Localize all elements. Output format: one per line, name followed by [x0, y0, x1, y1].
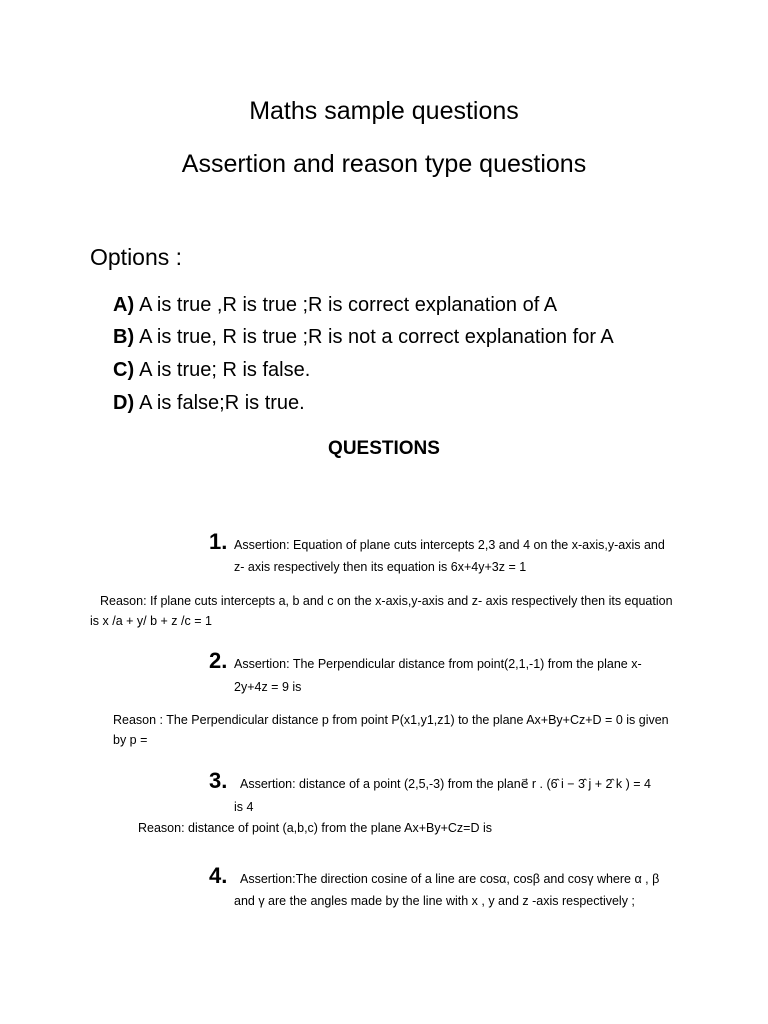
question-assertion-cont: and γ are the angles made by the line with x , y and z -axis respectively ;	[234, 894, 635, 908]
question-assertion-cont: 2y+4z = 9 is	[234, 680, 302, 694]
question-reason: Reason : The Perpendicular distance p from point P(x1,y1,z1) to the plane Ax+By+Cz+D = 0 is given	[113, 713, 669, 727]
option-text: A is true, R is true ;R is not a correct explanation for A	[139, 326, 614, 348]
option-d	[113, 390, 305, 416]
question-number: 3.	[209, 768, 228, 793]
option-letter: D)	[113, 392, 135, 414]
option-letter: A)	[113, 294, 135, 316]
option-letter: B)	[113, 326, 135, 348]
question-reason-cont: is x /a + y/ b + z /c = 1	[90, 614, 212, 628]
questions-heading: QUESTIONS	[328, 438, 440, 459]
option-letter: C)	[113, 359, 135, 381]
question-assertion: Assertion: Equation of plane cuts intercepts 2,3 and 4 on the x-axis,y-axis and	[234, 538, 665, 552]
option-text: A is true; R is false.	[139, 359, 311, 381]
question-reason: Reason: distance of point (a,b,c) from the plane Ax+By+Cz=D is	[138, 821, 493, 835]
options-heading: Options :	[90, 244, 183, 270]
option-text: A is false;R is true.	[139, 392, 305, 414]
page-title: Maths sample questions	[249, 97, 519, 125]
question-number: 4.	[209, 863, 228, 888]
option-c	[113, 357, 310, 383]
question-assertion: Assertion: The Perpendicular distance from point(2,1,-1) from the plane x-	[234, 657, 642, 671]
question-number: 1.	[209, 529, 228, 554]
question-assertion-cont: is 4	[234, 800, 254, 814]
option-text: A is true ,R is true ;R is correct explanation of A	[139, 294, 558, 316]
option-b	[113, 324, 614, 350]
question-assertion: Assertion: distance of a point (2,5,-3) from the plane⃗ r . (6̂ i − 3̂ j + 2̂ k ) = 4	[240, 777, 652, 791]
page-subtitle: Assertion and reason type questions	[181, 150, 587, 178]
question-reason: Reason: If plane cuts intercepts a, b and c on the x-axis,y-axis and z- axis respectively then its equation	[100, 594, 673, 608]
option-a	[113, 292, 557, 318]
question-number: 2.	[209, 648, 228, 673]
question-assertion-cont: z- axis respectively then its equation is 6x+4y+3z = 1	[234, 560, 527, 574]
question-assertion: Assertion:The direction cosine of a line are cosα, cosβ and cosγ where α , β	[240, 872, 660, 886]
question-reason-cont: by p =	[113, 733, 148, 747]
